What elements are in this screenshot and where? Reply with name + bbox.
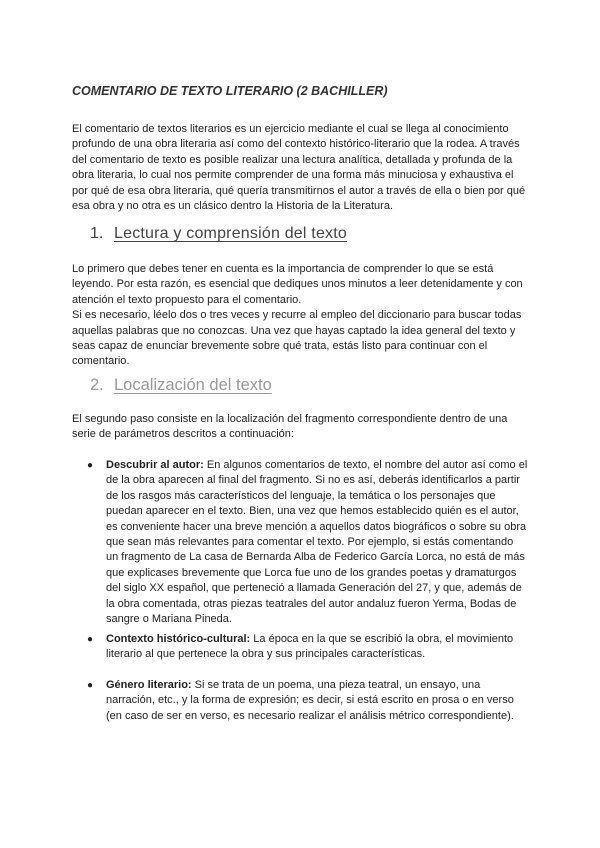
bullet-icon: ● [87,460,94,471]
section-heading-2 [90,376,272,395]
list-item-text: Si se trata de un poema, una pieza teatral, un ensayo, una narración, etc., y la forma de expresión; es decir, si está escrito en prosa o en verso (en caso de ser en verso, es necesario realizar el análisis métrico correspondiente). [106,679,514,722]
bullet-icon: ● [87,634,94,645]
list-item [84,678,528,724]
list-item-text: La época en la que se escribió la obra, el movimiento literario al que pertenece la obra y sus principales características. [106,633,514,661]
list-item-label: Género literario: [106,679,192,691]
bullet-list-3 [84,678,528,724]
section-heading-1 [90,225,347,243]
list-item-text: En algunos comentarios de texto, el nombre del autor así como el de la obra aparecen al final del fragmento. Si no es así, deberás identificarlos a partir de los rasgos más característicos del lenguaje, la temática o los personajes que puedan aparecer en el texto. Bien, una vez que hemos establecido quién es el autor, es conveniente hacer una breve mención a aquellos datos biográficos o sobre su obra que sean más relevantes para comentar el texto. Por ejemplo, si estás comentando un fragmento de La casa de Bernarda Alba de Federico García Lorca, no está de más que explicases brevemente que Lorca fue uno de los grandes poetas y dramaturgos del siglo XX español, que perteneció a llamada Generación del 27, y que, además de la obra comentada, otras piezas teatrales del autor andaluz fueron Yerma, Bodas de sangre o Mariana Pineda. [106,459,528,626]
list-item [84,632,528,663]
bullet-icon: ● [87,680,94,691]
list-item-label: Descubrir al autor: [106,459,204,471]
bullet-list-1 [84,458,528,627]
document-title: COMENTARIO DE TEXTO LITERARIO (2 BACHILLER) [72,84,388,98]
section-2-paragraph: El segundo paso consiste en la localización del fragmento correspondiente dentro de una serie de parámetros descritos a continuación: [72,413,508,441]
list-item-label: Contexto histórico-cultural: [106,633,251,645]
section-number-1: 1. [90,225,104,242]
list-item [84,458,528,627]
section-number-2: 2. [90,376,104,394]
section-1-body [72,262,528,370]
bullet-list-2 [84,632,528,663]
section-1-paragraph-1: Lo primero que debes tener en cuenta es la importancia de comprender lo que se está leyendo. Por esta razón, es esencial que dediques unos minutos a leer detenidamente y con atención el texto propuesto para el comentario. [72,263,523,306]
section-1-paragraph-2: Si es necesario, léelo dos o tres veces y recurre al empleo del diccionario para buscar todas aquellas palabras que no conozcas. Una vez que hayas captado la idea general del texto y seas capaz de enunciar brevemente sobre qué trata, estás listo para continuar con el comentario. [72,309,522,368]
section-title-1: Lectura y comprensión del texto [114,225,347,242]
intro-paragraph: El comentario de textos literarios es un ejercicio mediante el cual se llega al conocimiento profundo de una obra literaria así como del contexto histórico-literario que la rodea. A través del comentario de texto es posible realizar una lectura analítica, detallada y profunda de la obra literaria, lo cual nos permite comprender de una forma más minuciosa y exhaustiva el por qué de esa obra literaria, qué quería transmitirnos el autor a través de ella o bien por qué esa obra y no otra es un clásico dentro la Historia de la Literatura. [72,123,526,213]
section-title-2: Localización del texto [114,376,272,394]
